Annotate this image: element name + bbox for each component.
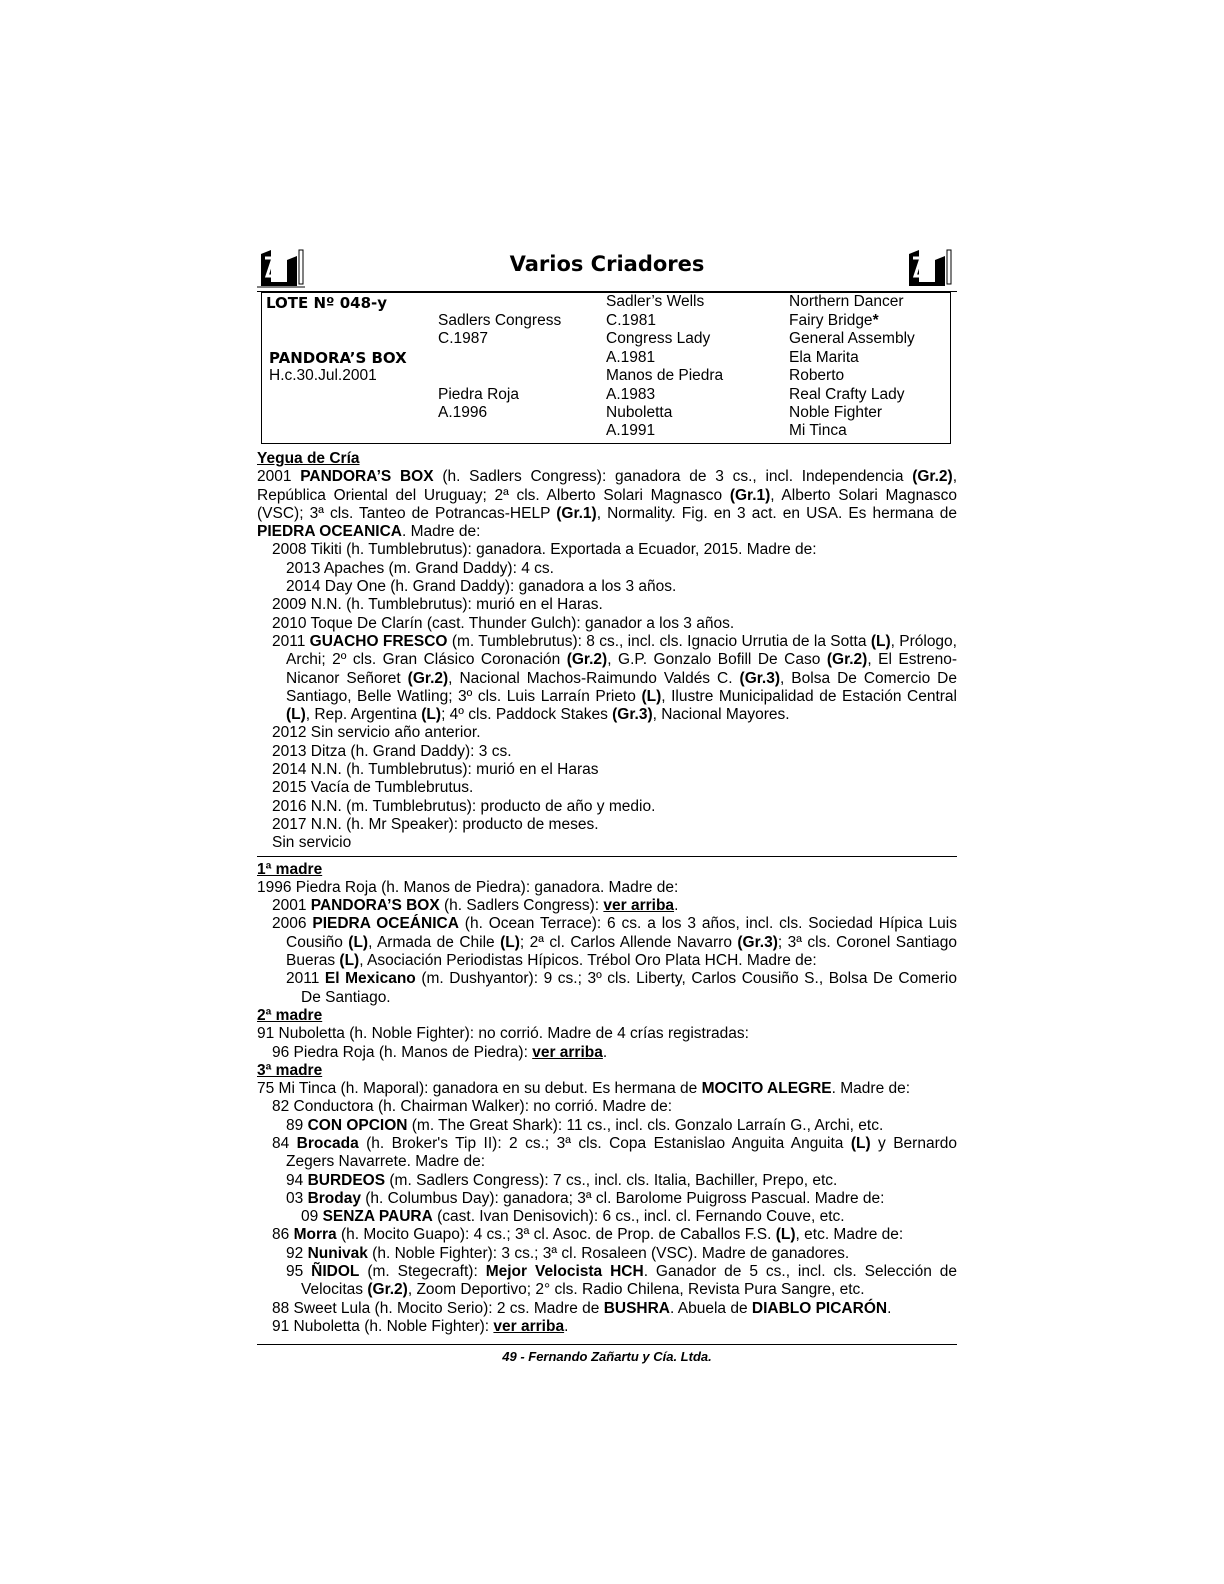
- sire-name: Sadlers Congress: [438, 312, 562, 329]
- record-entry: 2013 Ditza (h. Grand Daddy): 3 cs.: [272, 742, 512, 760]
- page-title: Varios Criadores: [509, 252, 705, 276]
- record-entry: 03 Broday (h. Columbus Day): ganadora; 3ª cl. Barolome Puigross Pascual. Madre de:: [286, 1189, 885, 1207]
- horse-info: H.c.30.Jul.2001: [269, 367, 377, 384]
- dam-sire: Manos de Piedra: [606, 367, 724, 384]
- page-header: [257, 244, 957, 292]
- record-entry: 2011 GUACHO FRESCO (m. Tumblebrutus): 8 cs., incl. cls. Ignacio Urrutia de la Sotta (L), Prólogo, Archi; 2º cls. Gran Clásico Coronación (Gr.2), G.P. Gonzalo Bofill De Caso (Gr.2), El Estreno-Nicanor Señoret (Gr.2), Nacional Machos-Raimundo Valdés C. (Gr.3), Bolsa De Comercio De Santiago, Belle Watling; 3º cls. Luis Larraín Prieto (L), Ilustre Municipalidad de Estación Central (L), Rep. Argentina (L); 4º cls. Paddock Stakes (Gr.3), Nacional Mayores.: [272, 632, 958, 724]
- ancestor: Ela Marita: [789, 349, 859, 366]
- dam-year: A.1996: [438, 404, 488, 421]
- ancestor: Noble Fighter: [789, 404, 883, 421]
- record-entry: 2009 N.N. (h. Tumblebrutus): murió en el Haras.: [272, 596, 603, 614]
- record-entry: 75 Mi Tinca (h. Maporal): ganadora en su debut. Es hermana de MOCITO ALEGRE. Madre de:: [257, 1080, 911, 1098]
- record-entry: 82 Conductora (h. Chairman Walker): no corrió. Madre de:: [272, 1098, 673, 1116]
- lot-number: LOTE Nº 048-y: [266, 294, 388, 312]
- breeder-logo-icon: [905, 246, 953, 288]
- ancestor: Roberto: [789, 367, 845, 384]
- record-entry: 09 SENZA PAURA (cast. Ivan Denisovich): 6 cs., incl. cl. Fernando Couve, etc.: [301, 1208, 845, 1226]
- record-entry: 88 Sweet Lula (h. Mocito Serio): 2 cs. Madre de BUSHRA. Abuela de DIABLO PICARÓN.: [272, 1299, 892, 1317]
- record-entry: 2013 Apaches (m. Grand Daddy): 4 cs.: [286, 559, 554, 577]
- ancestor: Mi Tinca: [789, 422, 847, 439]
- section-heading: 3ª madre: [257, 1061, 323, 1079]
- record-entry: 94 BURDEOS (m. Sadlers Congress): 7 cs., incl. cls. Italia, Bachiller, Prepo, etc.: [286, 1171, 838, 1189]
- sire-dam: Congress Lady: [606, 330, 711, 347]
- dam-dam-year: A.1991: [606, 422, 656, 439]
- produce-record: [257, 450, 957, 1336]
- pedigree-table: [261, 292, 951, 444]
- record-entry: 86 Morra (h. Mocito Guapo): 4 cs.; 3ª cl. Asoc. de Prop. de Caballos F.S. (L), etc. Madre de:: [272, 1226, 904, 1244]
- record-entry: 95 ÑIDOL (m. Stegecraft): Mejor Velocista HCH. Ganador de 5 cs., incl. cls. Selección de Velocitas (Gr.2), Zoom Deportivo; 2° cls. Radio Chilena, Revista Pura Sangre, etc.: [286, 1263, 957, 1299]
- dam-name: Piedra Roja: [438, 386, 519, 403]
- record-entry: 2017 N.N. (h. Mr Speaker): producto de meses.: [272, 815, 599, 833]
- record-entry: 89 CON OPCION (m. The Great Shark): 11 cs., incl. cls. Gonzalo Larraín G., Archi, etc.: [286, 1116, 884, 1134]
- dam-sire-year: A.1983: [606, 386, 656, 403]
- horse-name: PANDORA’S BOX: [269, 349, 407, 367]
- record-entry: 2008 Tikiti (h. Tumblebrutus): ganadora. Exportada a Ecuador, 2015. Madre de:: [272, 541, 817, 559]
- record-entry: 2011 El Mexicano (m. Dushyantor): 9 cs.; 3º cls. Liberty, Carlos Cousiño S., Bolsa De Comerio De Santiago.: [286, 970, 957, 1006]
- record-entry: 96 Piedra Roja (h. Manos de Piedra): ver arriba.: [272, 1043, 608, 1061]
- divider: [257, 856, 957, 857]
- record-entry: 91 Nuboletta (h. Noble Fighter): ver arriba.: [272, 1317, 569, 1335]
- record-entry: 84 Brocada (h. Broker's Tip II): 2 cs.; 3ª cls. Copa Estanislao Anguita Anguita (L) y Bernardo Zegers Navarrete. Madre de:: [272, 1134, 957, 1171]
- ancestor: Northern Dancer: [789, 293, 904, 310]
- footer-divider: [257, 1344, 957, 1345]
- ancestor: General Assembly: [789, 330, 915, 347]
- record-entry: 2014 N.N. (h. Tumblebrutus): murió en el Haras: [272, 761, 599, 779]
- ancestor: Fairy Bridge*: [789, 312, 879, 329]
- ancestor: Real Crafty Lady: [789, 386, 905, 403]
- record-entry: 2001 PANDORA’S BOX (h. Sadlers Congress): ganadora de 3 cs., incl. Independencia (Gr.2), República Oriental del Uruguay; 2ª cls. Alberto Solari Magnasco (Gr.1), Alberto Solari Magnasco (VSC); 3ª cls. Tanteo de Potrancas-HELP (Gr.1), Normality. Fig. en 3 act. en USA. Es hermana de PIEDRA OCEANICA. Madre de:: [257, 468, 958, 541]
- record-entry: 1996 Piedra Roja (h. Manos de Piedra): ganadora. Madre de:: [257, 878, 679, 896]
- section-heading: Yegua de Cría: [257, 450, 360, 467]
- record-entry: Sin servicio: [272, 834, 352, 852]
- record-entry: 2001 PANDORA’S BOX (h. Sadlers Congress): ver arriba.: [272, 897, 679, 915]
- page-footer: 49 - Fernando Zañartu y Cía. Ltda.: [502, 1349, 712, 1365]
- record-entry: 2010 Toque De Clarín (cast. Thunder Gulch): ganador a los 3 años.: [272, 614, 735, 632]
- record-entry: 2006 PIEDRA OCEÁNICA (h. Ocean Terrace): 6 cs. a los 3 años, incl. cls. Sociedad Hípica Luis Cousiño (L), Armada de Chile (L); 2ª cl. Carlos Allende Navarro (Gr.3); 3ª cls. Coronel Santiago Bueras (L), Asociación Periodistas Hípicos. Trébol Oro Plata HCH. Madre de:: [272, 915, 957, 970]
- sire-sire-year: C.1981: [606, 312, 656, 329]
- record-entry: 92 Nunivak (h. Noble Fighter): 3 cs.; 3ª cl. Rosaleen (VSC). Madre de ganadores.: [286, 1244, 850, 1262]
- record-entry: 2016 N.N. (m. Tumblebrutus): producto de año y medio.: [272, 797, 656, 815]
- section-heading: 1ª madre: [257, 860, 323, 878]
- sire-year: C.1987: [438, 330, 488, 347]
- sire-dam-year: A.1981: [606, 349, 656, 366]
- sire-sire: Sadler’s Wells: [606, 293, 705, 310]
- record-entry: 2014 Day One (h. Grand Daddy): ganadora a los 3 años.: [286, 578, 677, 596]
- catalog-page: [257, 244, 957, 1364]
- record-entry: 2012 Sin servicio año anterior.: [272, 724, 481, 742]
- record-entry: 91 Nuboletta (h. Noble Fighter): no corrió. Madre de 4 crías registradas:: [257, 1025, 749, 1043]
- dam-dam: Nuboletta: [606, 404, 673, 421]
- record-entry: 2015 Vacía de Tumblebrutus.: [272, 779, 474, 797]
- section-heading: 2ª madre: [257, 1006, 323, 1024]
